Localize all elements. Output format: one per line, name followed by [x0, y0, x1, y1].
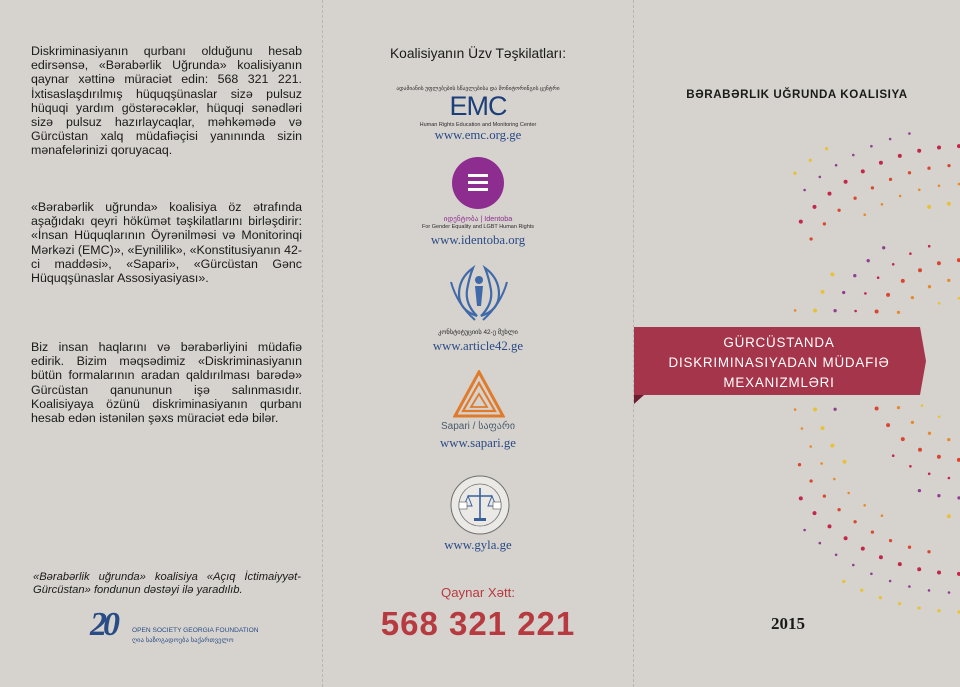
- sapari-url-link[interactable]: www.sapari.ge: [440, 436, 516, 450]
- osgf-name-georgian: ღია საზოგადოება საქართველო: [132, 637, 234, 644]
- heading-line-3: MEXANIZMLƏRI: [723, 375, 835, 390]
- member-orgs-title: Koalisiyanın Üzv Təşkilatları:: [389, 46, 567, 61]
- sapari-name: Sapari / საფარი: [440, 421, 515, 432]
- intro-paragraph: Diskriminasiyanın qurbanı olduğunu hesab edirsənsə, «Bərabərlik Uğrunda» koalisiyanın qaynar xəttinə müraciət edin: 568 321 221. İxtisaslaşdırılmış hüquqşünaslar sizə pulsuz hüquqi yardım göstərəcəklər, hüquqi sənədləri sizə pulsuz hazırlaycaqlar, məhkəmədə və Gürcüstan xalq müdafiəçisi yanınında sizin mənafelərinizi qoruyacaq.: [31, 44, 302, 158]
- brochure-heading: [634, 333, 924, 393]
- article42-name: კონსტიტუციის 42-ე მუხლი: [438, 329, 518, 336]
- emc-georgian-name: ადამიანის უფლებების სწავლებისა და მონიტორინგის ცენტრი: [396, 86, 560, 92]
- sapari-triangle-logo: [453, 370, 505, 418]
- heading-line-1: GÜRCÜSTANDA: [723, 335, 835, 350]
- gyla-seal-logo: [449, 474, 511, 536]
- identoba-equals-logo: [451, 156, 505, 210]
- emc-url-link[interactable]: www.emc.org.ge: [434, 128, 522, 142]
- osgf-logo: [90, 608, 290, 652]
- right-panel: [634, 0, 960, 687]
- identoba-name: იდენტობა | Identoba: [443, 214, 513, 223]
- middle-panel: [323, 0, 633, 687]
- left-panel: [0, 0, 322, 687]
- coalition-paragraph: «Bərabərlik uğrunda» koalisiya öz ətrafında aşağıdakı qeyri hökümət təşkilatlarını birləşdirir: «İnsan Hüquqlarının Öyrənilməsi və Monitorinqi Mərkəzi (EMC)», «Eynililik», «Konstitusiyanın 42-ci maddəsi», «Sapari», «Gürcüstan Gənc Hüquqşünaslar Assosiyasiyası».: [31, 200, 302, 286]
- article42-hands-logo: [449, 264, 509, 326]
- osgf-number: 20: [90, 606, 116, 643]
- year-label: 2015: [771, 614, 805, 633]
- article42-url-link[interactable]: www.article42.ge: [432, 339, 524, 353]
- mission-paragraph: Biz insan haqlarını və bərabərliyini müdafiə edirik. Bizim məqsədimiz «Diskriminasiyanın bütün formalarının aradan qaldırılması barədə» Gürcüstan qanununun işə salınmasıdır. Koalisiyaya özünü diskriminasiyanın qurbanı hesab edən istənilən şəxs müraciət edə bilər.: [31, 340, 302, 426]
- emc-logo: EMC: [449, 91, 507, 121]
- emc-full-name: Human Rights Education and Monitoring Center: [419, 122, 537, 128]
- heading-line-2: DISKRIMINASIYADAN MÜDAFIƏ: [668, 355, 890, 370]
- gyla-url-link[interactable]: www.gyla.ge: [444, 538, 512, 552]
- hotline-label: Qaynar Xətt:: [440, 585, 516, 600]
- identoba-tagline: For Gender Equality and LGBT Human Rights: [421, 224, 535, 230]
- hotline-number: 568 321 221: [380, 605, 576, 642]
- coalition-title: BƏRABƏRLIK UĞRUNDA KOALISIYA: [686, 88, 908, 101]
- osgf-name: OPEN SOCIETY GEORGIA FOUNDATION: [132, 627, 259, 634]
- identoba-url-link[interactable]: www.identoba.org: [430, 233, 526, 247]
- funding-note: «Bərabərlik uğrunda» koalisiya «Açıq İctimaiyyət- Gürcüstan» fondunun dəstəyi ilə yaradılıb.: [33, 571, 301, 596]
